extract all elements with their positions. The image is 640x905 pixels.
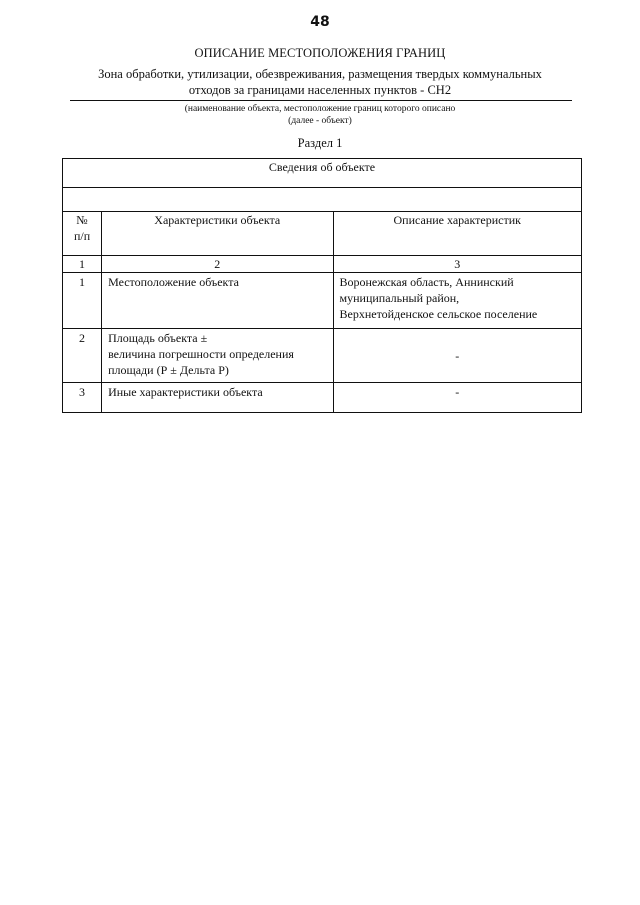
row-number: 1 <box>63 273 102 329</box>
object-name-line: отходов за границами населенных пунктов - СН2 <box>188 83 452 97</box>
table-empty-row <box>63 188 582 212</box>
table-row <box>63 329 582 383</box>
object-info-table <box>62 158 582 413</box>
row-characteristic <box>102 329 333 383</box>
object-name <box>70 66 570 98</box>
table-title-row <box>63 159 582 188</box>
description-line: муниципальный район, <box>339 291 460 305</box>
description-line: Верхнетойденское сельское поселение <box>339 307 538 321</box>
header-num-line: п/п <box>73 229 91 243</box>
section-label: Раздел 1 <box>297 136 343 150</box>
row-characteristic <box>102 383 333 413</box>
column-number: 2 <box>102 256 333 273</box>
header-num <box>63 212 102 256</box>
characteristic-line: Площадь объекта ± <box>108 331 208 345</box>
table-header-row <box>63 212 582 256</box>
row-description: - <box>333 383 582 413</box>
header-characteristics: Характеристики объекта <box>102 212 333 256</box>
underline-rule <box>70 100 572 101</box>
document-title: ОПИСАНИЕ МЕСТОПОЛОЖЕНИЯ ГРАНИЦ <box>194 46 446 60</box>
row-number: 2 <box>63 329 102 383</box>
row-number: 3 <box>63 383 102 413</box>
object-caption <box>0 103 640 127</box>
header-description: Описание характеристик <box>333 212 582 256</box>
column-number: 1 <box>63 256 102 273</box>
row-description: - <box>333 329 582 383</box>
table-title: Сведения об объекте <box>63 159 582 188</box>
object-name-line: Зона обработки, утилизации, обезвреживания, размещения твердых коммунальных <box>98 67 542 81</box>
column-number: 3 <box>333 256 582 273</box>
page-number: 48 <box>310 14 330 30</box>
row-description <box>333 273 582 329</box>
characteristic-line: площади (Р ± Дельта Р) <box>108 363 229 377</box>
caption-line: (наименование объекта, местоположение границ которого описано <box>184 104 456 114</box>
characteristic-line: Местоположение объекта <box>108 275 239 289</box>
header-num-line: № <box>76 213 88 227</box>
table-row <box>63 273 582 329</box>
description-line: Воронежская область, Аннинский <box>339 275 514 289</box>
column-number-row <box>63 256 582 273</box>
row-characteristic <box>102 273 333 329</box>
table-row <box>63 383 582 413</box>
caption-line: (далее - объект) <box>288 116 352 126</box>
characteristic-line: величина погрешности определения <box>108 347 294 361</box>
characteristic-line: Иные характеристики объекта <box>108 385 263 399</box>
empty-cell <box>63 188 582 212</box>
